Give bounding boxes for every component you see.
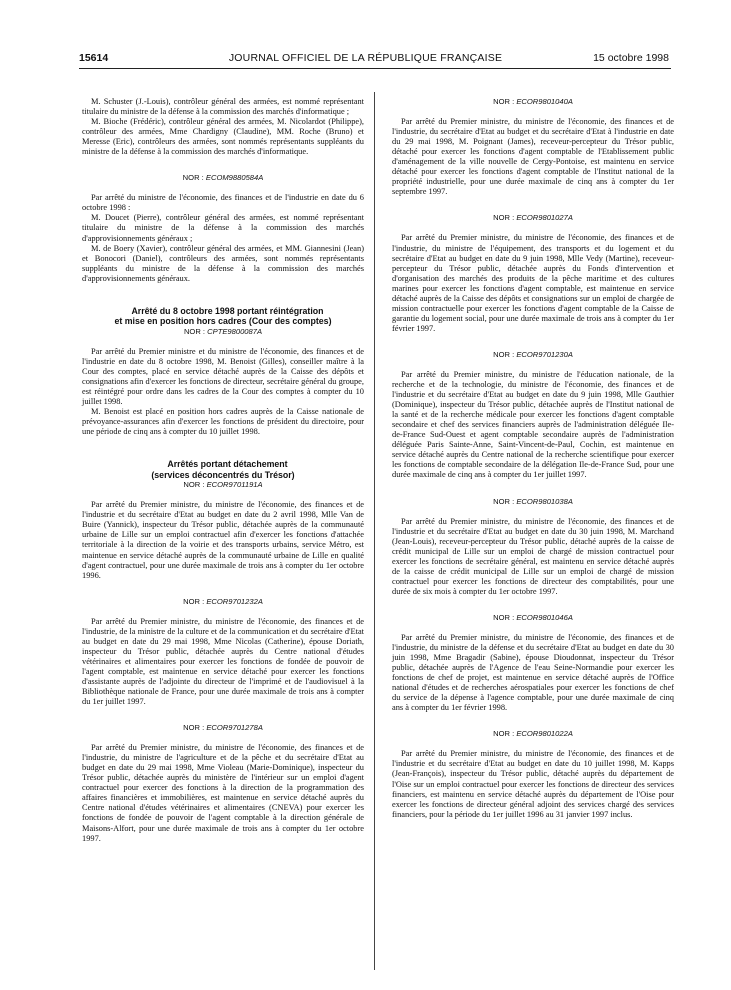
nor-code: ECOR9701232A — [206, 596, 263, 606]
paragraph: M. de Boery (Xavier), contrôleur général des armées, et MM. Giannesini (Jean) et Bonocori (Daniel), contrôleurs des armées, sont nommés représentants suppléants du ministre de la défense à la commission des marchés d'approvisionnements généraux. — [82, 243, 364, 283]
right-column — [392, 97, 674, 820]
nor-code: ECOR9701230A — [516, 349, 573, 359]
section-title: Arrêté du 8 octobre 1998 portant réintégration et mise en position hors cadres (Cour des comptes) — [114, 305, 332, 327]
header-rule — [79, 68, 671, 69]
paragraph: Par arrêté du Premier ministre, du ministre de l'économie, des finances et de l'industrie et du secrétaire d'Etat au budget en date du 10 juillet 1998, M. Kapps (Jean-François), inspecteur du Trésor public, détaché auprès du département de l'Oise sur un emploi contractuel pour exercer les fonctions de directeur des services financiers, est maintenu en service détaché auprès du département de l'Oise pour exercer les fonctions de directeur général adjoint des services chargé des services financiers, pour la période du 1er juillet 1996 au 31 janvier 1997 inclus. — [392, 749, 674, 819]
paragraph: Par arrêté du Premier ministre, du ministre de l'éducation nationale, de la recherche et de la technologie, du ministre de l'économie, des finances et de l'industrie et du secrétaire d'Etat au budget en date du 9 juin 1998, Mlle Gauthier (Dominique), inspecteur du Trésor public, détachée auprès de l'Institut national de la santé et de la recherche médicale pour exercer les fonctions d'agent comptable secondaire et chef des services financiers auprès de l'administration déléguée Ile-de-France Sud-Ouest et agent comptable secondaire auprès de l'administration déléguée Paris Sainte-Anne, Saint-Vincent-de-Paul, Cochin, est maintenue en service détaché auprès du Centre national de la recherche scientifique pour exercer les fonctions de comptable secondaire de la délégation Ile-de-France Sud, pour une durée maximale de cinq ans à compter du 1er juillet 1997. — [392, 369, 674, 480]
paragraph: Par arrêté du Premier ministre, du ministre de l'économie, des finances et de l'industrie, du ministre de la défense et du secrétaire d'Etat au budget en date du 30 juin 1998, Mme Bragadir (Sabine), épouse Dioudonnat, inspecteur du Trésor public, détachée auprès de l'Agence de l'eau Seine-Normandie pour exercer les fonctions de chef de projet, est maintenue en service détaché auprès de l'Office national d'études et de recherches aérospatiales pour exercer les fonctions de chef du service de la dépense à l'agence comptable, pour une durée maximale de cinq ans à compter du 1er février 1998. — [392, 632, 674, 713]
nor-code: ECOR9801027A — [516, 213, 573, 223]
issue-date: 15 octobre 1998 — [593, 52, 669, 64]
page-number: 15614 — [79, 52, 109, 64]
paragraph: M. Benoist est placé en position hors cadres auprès de la Caisse nationale de prévoyance-assurances afin d'exercer les fonctions de président du directoire, pour une période de cinq ans à compter du 10 juillet 1998. — [82, 407, 364, 437]
nor-reference: NOR : ECOR9801022A — [493, 729, 573, 739]
section-title: Arrêtés portant détachement (services déconcentrés du Trésor) — [151, 459, 295, 480]
nor-code: ECOR9801040A — [516, 97, 573, 106]
nor-reference: NOR : ECOR9701191A — [183, 480, 263, 490]
nor-code: ECOR9801022A — [516, 729, 573, 739]
nor-reference: NOR : ECOR9701230A — [493, 349, 573, 359]
paragraph: Par arrêté du ministre de l'économie, des finances et de l'industrie en date du 6 octobre 1998 : — [82, 193, 364, 213]
paragraph: Par arrêté du Premier ministre, du ministre de l'économie, des finances et de l'industrie, du ministre de l'agriculture et de la pêche et du secrétaire d'Etat au budget en date du 29 mai 1998, Mme Violeau (Marie-Dominique), inspecteur du Trésor public, détachée auprès du ministère de l'intérieur sur un emploi d'agent contractuel pour exercer des fonctions à la direction de la programmation des affaires financières et immobilières, est maintenue en service détaché auprès du Centre national d'études vétérinaires et alimentaires (CNEVA) pour exercer les fonctions de fondée de pouvoir de l'agent comptable à la direction générale de Maisons-Alfort, pour une durée maximale de trois ans à compter du 1er octobre 1997. — [82, 743, 364, 843]
nor-reference: NOR : ECOR9701232A — [183, 596, 263, 606]
nor-code: CPTE9800087A — [207, 326, 263, 336]
nor-reference: NOR : ECOR9701278A — [183, 723, 263, 733]
nor-code: ECOR9701191A — [206, 480, 263, 490]
paragraph: Par arrêté du Premier ministre, du ministre de l'économie, des finances et de l'industrie, du ministre de l'équipement, des transports et du logement et du secrétaire d'Etat au budget en date du 9 juin 1998, Mlle Vedy (Martine), receveur-percepteur du Trésor public, détachée auprès du Fonds d'intervention et d'organisation des marchés des produits de la pêche maritime et des cultures marines pour exercer les fonctions d'agent comptable, est maintenue en service détaché auprès de la Caisse des dépôts et consignations sur un emploi de chargée de mission contractuelle pour exercer les fonctions d'agent comptable de la Caisse de garantie du logement social, pour une durée maximale de trois ans à compter du 1er février 1997. — [392, 233, 674, 333]
nor-reference: NOR : ECOR9801046A — [493, 612, 573, 622]
column-divider — [374, 92, 375, 970]
journal-title: JOURNAL OFFICIEL DE LA RÉPUBLIQUE FRANÇAISE — [228, 52, 503, 64]
nor-code: ECOM9880584A — [205, 173, 264, 183]
paragraph: Par arrêté du Premier ministre, du ministre de l'économie, des finances et de l'industrie, du secrétaire d'Etat au budget et du secrétaire d'Etat à l'industrie en date du 29 mai 1998, M. Poignant (James), receveur-percepteur du Trésor public, détaché pour exercer les fonctions d'agent comptable de l'Etablissement public d'aménagement de la ville nouvelle de Cergy-Pontoise, est maintenu en service détaché pour exercer les fonctions d'agent comptable de l'Institut national de la propriété industrielle, pour une durée maximale de cinq ans à compter du 1er septembre 1997. — [392, 117, 674, 197]
paragraph: Par arrêté du Premier ministre, du ministre de l'économie, des finances et de l'industrie, de la ministre de la culture et de la communication et du secrétaire d'Etat au budget en date du 29 mai 1998, Mme Nicolas (Catherine), épouse Doriath, inspecteur du Trésor public, détachée auprès du Centre national d'études vétérinaires et alimentaires pour exercer les fonctions de fondée de pouvoir de l'agent comptable, est maintenue en service détaché pour exercer les fonctions d'assistante auprès de l'adjointe du directeur de l'imprimé et de l'audiovisuel à la Bibliothèque nationale de France, pour une durée maximale de trois ans à compter du 1er juillet 1997. — [82, 616, 364, 707]
page-header — [0, 52, 731, 66]
paragraph: M. Schuster (J.-Louis), contrôleur général des armées, est nommé représentant titulaire du ministre de la défense à la commission des marchés d'informatique ; — [82, 97, 364, 117]
nor-reference: NOR : CPTE9800087A — [183, 326, 263, 336]
paragraph: M. Doucet (Pierre), contrôleur général des armées, est nommé représentant titulaire du ministre de la défense à la commission des marchés d'approvisionnements généraux ; — [82, 213, 364, 243]
paragraph: Par arrêté du Premier ministre, du ministre de l'économie, des finances et de l'industrie et du secrétaire d'Etat au budget en date du 2 avril 1998, Mlle Van de Buire (Yannick), inspecteur du Trésor public, détachée auprès de la communauté urbaine de Lille sur un emploi contractuel afin d'exercer les fonctions d'attachée territoriale à la direction de la voirie et des transports urbains, service Métro, est maintenue en service détaché auprès de la communauté urbaine de Lille en qualité d'agent contractuel, pour une durée maximale de trois ans à compter du 1er octobre 1996. — [82, 500, 364, 580]
nor-code: ECOR9801038A — [516, 496, 573, 506]
nor-reference: NOR : ECOR9801040A — [493, 97, 573, 106]
paragraph: Par arrêté du Premier ministre, du ministre de l'économie, des finances et de l'industrie et du secrétaire d'Etat au budget en date du 30 juin 1998, M. Marchand (Jean-Louis), receveur-percepteur du Trésor public, détaché auprès de la caisse de crédit municipal de Lille sur un emploi de chargé de mission contractuel pour exercer les fonctions de secrétaire général, est maintenu en service détaché auprès de la caisse de crédit municipal de Lille sur un emploi de chargé de mission contractuel pour exercer les fonctions de directeur des comptabilités, pour une durée de six mois à compter du 1er octobre 1997. — [392, 516, 674, 596]
paragraph: M. Bioche (Frédéric), contrôleur général des armées, M. Nicolardot (Philippe), contrôleur des armées, Mme Chardigny (Claudine), MM. Roche (Bruno) et Meresse (Eric), contrôleurs des armées, sont nommés représentants suppléants du ministre de la défense à la commission des marchés d'informatique. — [82, 117, 364, 157]
nor-reference: NOR : ECOR9801038A — [493, 496, 573, 506]
paragraph: Par arrêté du Premier ministre et du ministre de l'économie, des finances et de l'industrie en date du 8 octobre 1998, M. Benoist (Gilles), conseiller maître à la Cour des comptes, placé en service détaché auprès de la Caisse des dépôts et consignations afin d'exercer les fonctions de directeur, secrétaire général du groupe, est réintégré pour ordre dans les cadres de la Cour des comptes à compter du 10 juillet 1998. — [82, 346, 364, 407]
left-column — [82, 97, 364, 844]
nor-reference: NOR : ECOR9801027A — [493, 213, 573, 223]
nor-code: ECOR9801046A — [516, 612, 573, 622]
nor-reference: NOR : ECOM9880584A — [182, 173, 264, 183]
nor-code: ECOR9701278A — [206, 723, 263, 733]
